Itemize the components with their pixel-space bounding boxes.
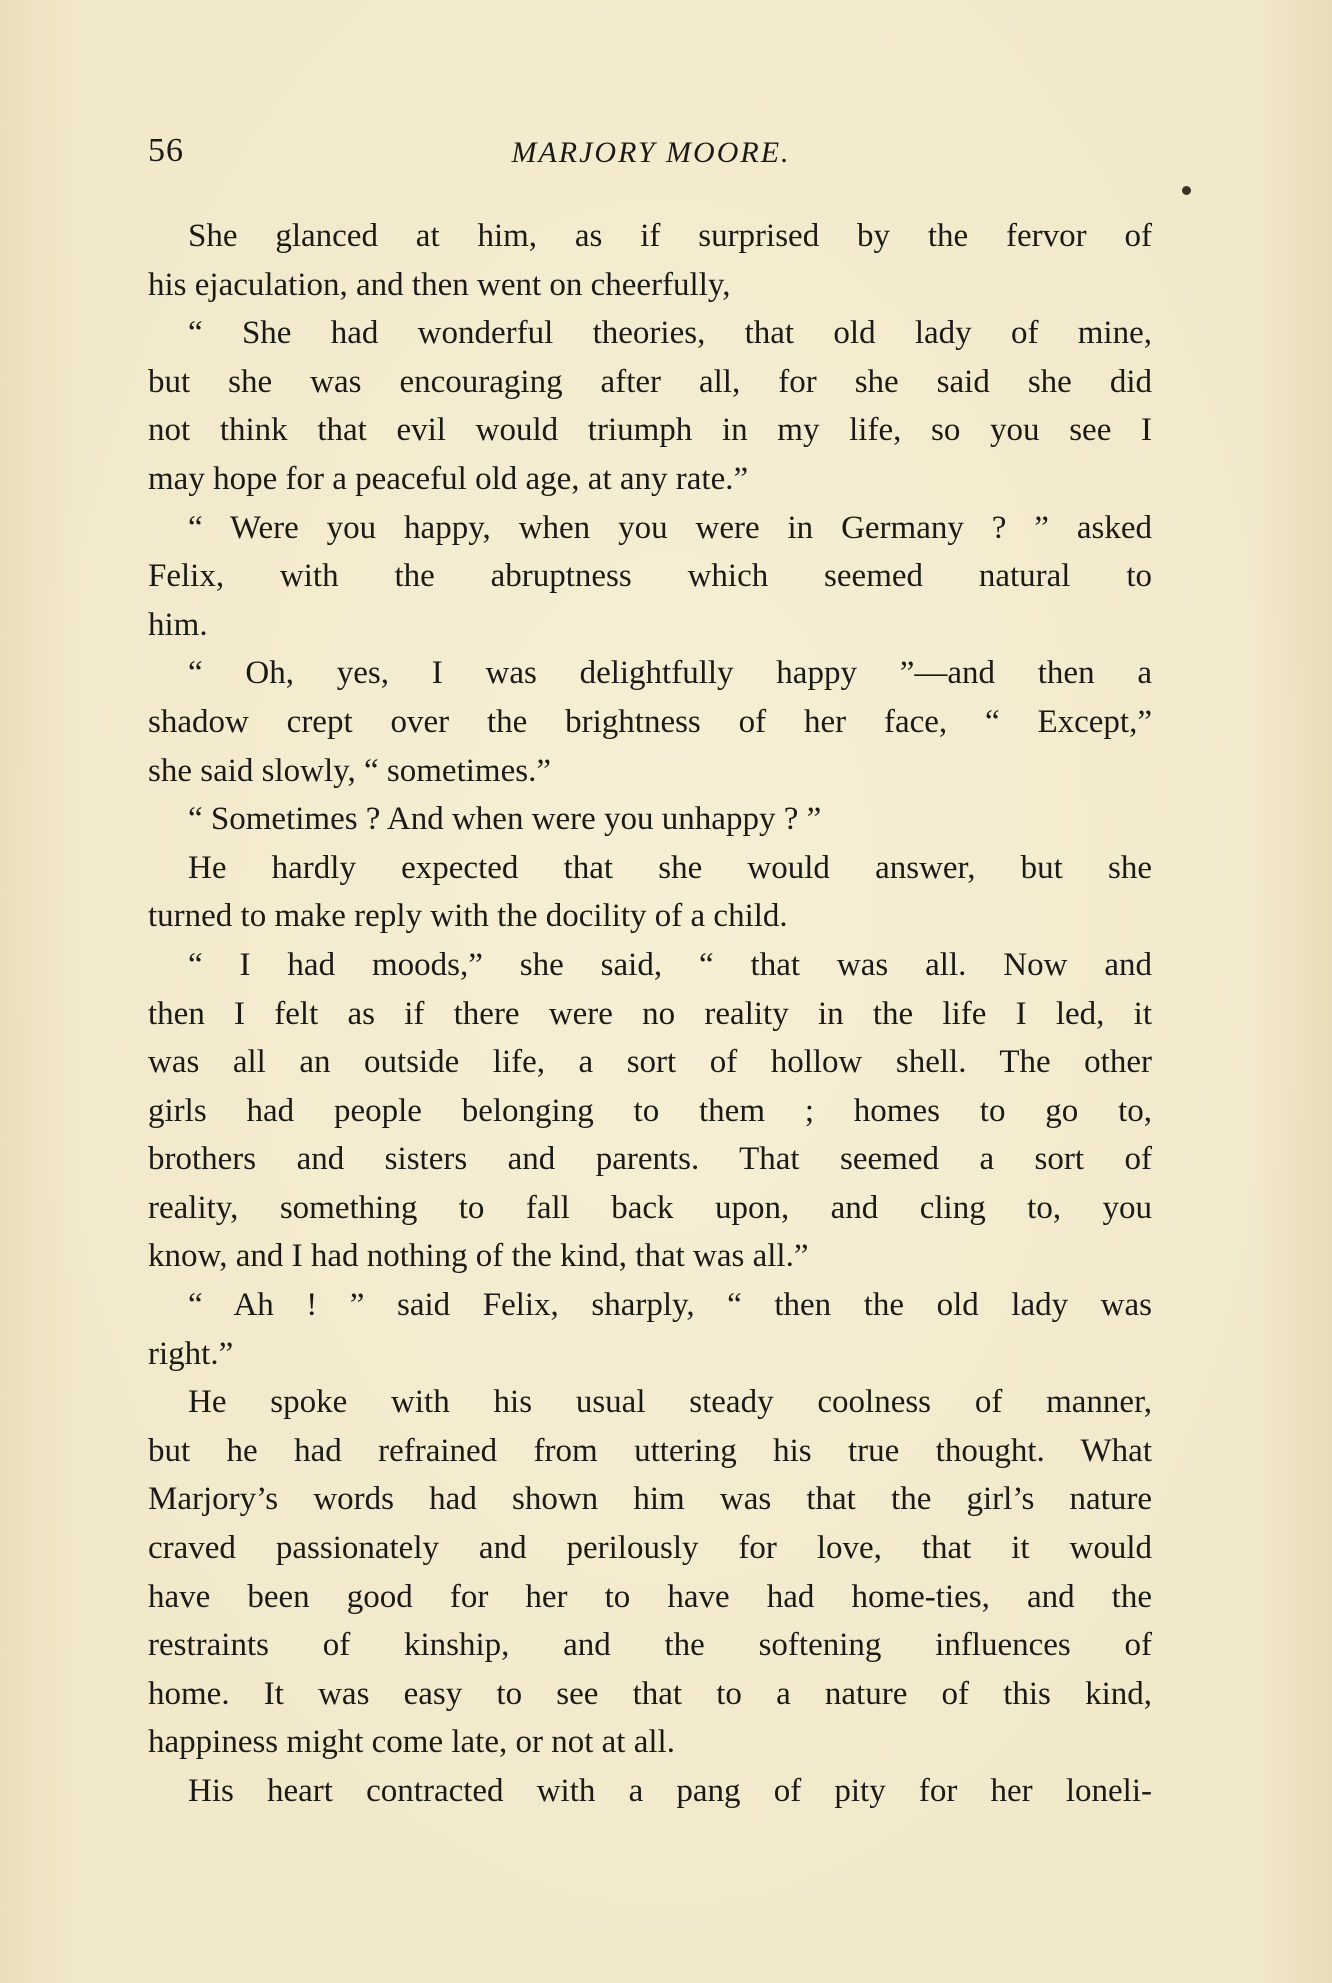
text-line: his ejaculation, and then went on cheerfully, [148, 266, 731, 303]
text-line: Marjory’s words had shown him was that the girl’s nature [148, 1481, 1152, 1518]
text-line: right.” [148, 1335, 234, 1372]
text-line: but he had refrained from uttering his true thought. What [148, 1432, 1152, 1469]
text-line: He hardly expected that she would answer, but she [188, 849, 1152, 886]
text-line: home. It was easy to see that to a nature of this kind, [148, 1675, 1152, 1712]
text-line: was all an outside life, a sort of hollow shell. The other [148, 1044, 1152, 1081]
text-line: she said slowly, “ sometimes.” [148, 752, 551, 789]
text-line: reality, something to fall back upon, and cling to, you [148, 1189, 1152, 1226]
running-title: MARJORY MOORE. [511, 136, 791, 169]
text-line: girls had people belonging to them ; homes to go to, [148, 1092, 1152, 1129]
text-line: “ Ah ! ” said Felix, sharply, “ then the old lady was [188, 1287, 1152, 1324]
text-line: him. [148, 606, 208, 643]
text-line: turned to make reply with the docility of a child. [148, 898, 788, 935]
text-line: craved passionately and perilously for love, that it would [148, 1530, 1152, 1567]
text-line: but she was encouraging after all, for she said she did [148, 363, 1152, 400]
ink-speck [1182, 186, 1191, 195]
page-header [148, 132, 1154, 182]
text-line: “ Sometimes ? And when were you unhappy ? ” [188, 801, 822, 838]
text-line: brothers and sisters and parents. That seemed a sort of [148, 1141, 1152, 1178]
text-line: “ Oh, yes, I was delightfully happy ”—and then a [188, 655, 1152, 692]
text-line: “ Were you happy, when you were in Germany ? ” asked [188, 509, 1152, 546]
text-line: “ I had moods,” she said, “ that was all. Now and [188, 946, 1152, 983]
body-text [148, 212, 1152, 1816]
text-line: then I felt as if there were no reality in the life I led, it [148, 995, 1152, 1032]
text-line: She glanced at him, as if surprised by the fervor of [188, 218, 1152, 254]
text-line: may hope for a peaceful old age, at any rate.” [148, 460, 749, 497]
text-line: not think that evil would triumph in my life, so you see I [148, 412, 1152, 449]
text-line: “ She had wonderful theories, that old lady of mine, [188, 315, 1152, 352]
text-line: shadow crept over the brightness of her face, “ Except,” [148, 703, 1152, 740]
text-line: have been good for her to have had home-ties, and the [148, 1578, 1152, 1615]
text-line: restraints of kinship, and the softening influences of [148, 1627, 1152, 1664]
text-line: know, and I had nothing of the kind, that was all.” [148, 1238, 809, 1275]
page-number: 56 [148, 132, 184, 169]
text-line: Felix, with the abruptness which seemed natural to [148, 558, 1152, 595]
text-line: happiness might come late, or not at all. [148, 1724, 675, 1761]
text-line: He spoke with his usual steady coolness of manner, [188, 1384, 1152, 1421]
text-line: His heart contracted with a pang of pity for her loneli- [188, 1773, 1152, 1809]
